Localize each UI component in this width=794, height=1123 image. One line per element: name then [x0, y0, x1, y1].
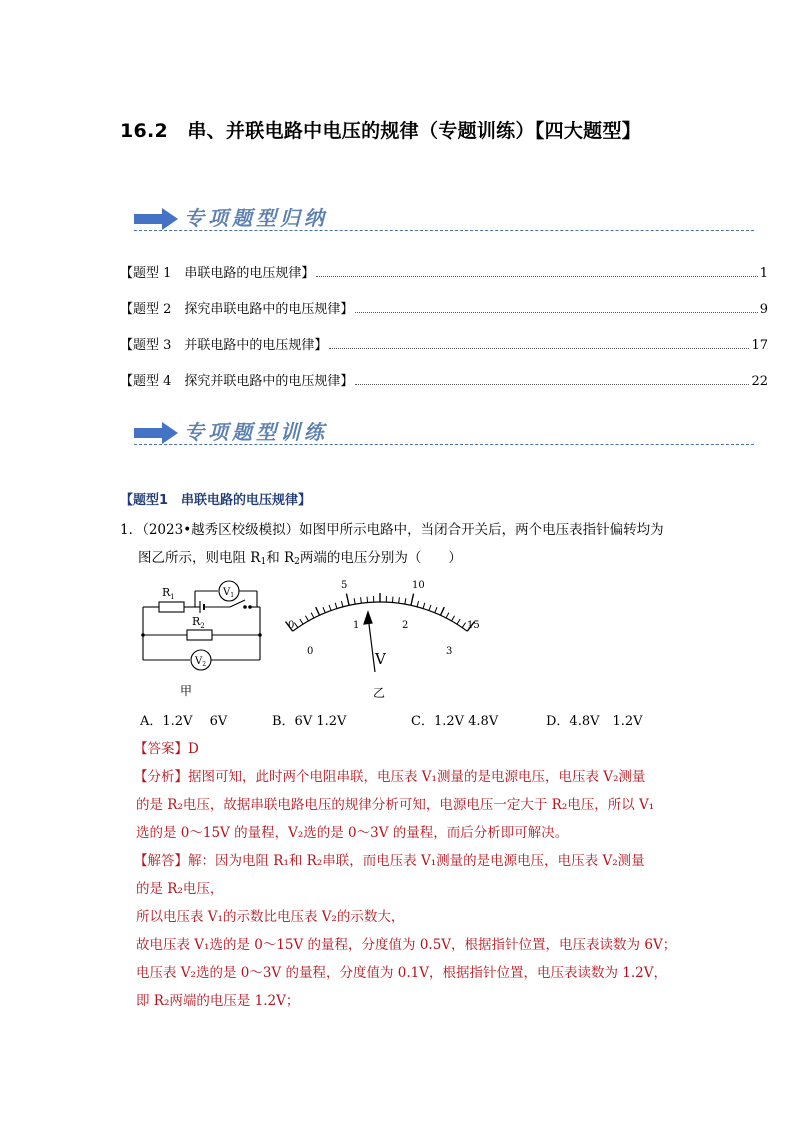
inner-tick-label: 1 — [353, 620, 360, 631]
dial-tick — [405, 598, 406, 604]
dial-tick — [305, 616, 308, 621]
toc-page: 17 — [751, 338, 768, 353]
analysis-line: 选的是 0～15V 的量程，V₂选的是 0～3V 的量程，而后分析即可解决。 — [136, 825, 569, 841]
solution-line: 所以电压表 V₁的示数比电压表 V₂的示数大， — [136, 909, 405, 925]
toc-page: 22 — [751, 374, 768, 389]
outer-tick-label: 10 — [412, 580, 425, 591]
option-c[interactable]: C．1.2V 4.8V — [411, 714, 499, 729]
question-line-2: 图乙所示，则电阻 $R_1$和 $R_2$两端的电压分别为（ ） — [138, 550, 462, 567]
outer-tick-label: 0 — [288, 620, 295, 631]
dial-tick — [361, 597, 362, 603]
divider — [134, 444, 754, 445]
circuit-diagram — [140, 578, 265, 700]
solution-line: 【解答】解：因为电阻 R₁和 R₂串联，而电压表 V₁测量的是电源电压，电压表 V₂测量 — [134, 853, 645, 869]
figure-caption-jia: 甲 — [180, 684, 193, 698]
dial-tick — [441, 607, 445, 615]
solution-line: 即 R₂两端的电压是 1.2V； — [136, 993, 300, 1009]
toc-page: 9 — [759, 302, 768, 317]
v2-label: $V_2$ — [195, 656, 207, 668]
question-type-header: 【题型1 串联电路的电压规律】 — [120, 493, 312, 508]
needle — [368, 616, 375, 672]
inner-tick-label: 2 — [402, 620, 409, 631]
answer-text: 【答案】D — [134, 741, 199, 757]
solution-line: 的是 R₂电压， — [136, 881, 224, 897]
dial-tick — [346, 594, 349, 606]
arrow-right-icon — [134, 208, 178, 230]
toc-page: 1 — [759, 266, 768, 281]
analysis-line: 的是 R₂电压，故据串联电路电压的规律分析可知，电源电压一定大于 R₂电压，所以 V₁ — [136, 797, 655, 813]
dial-tick — [452, 616, 455, 621]
dial-tick — [300, 619, 303, 624]
toc-item[interactable] — [120, 334, 768, 354]
dial-tick — [316, 607, 320, 615]
dial-tick — [335, 603, 337, 609]
solution-line: 电压表 V₂选的是 0～3V 的量程，分度值为 0.1V，根据指针位置，电压表读数为 1.2V， — [136, 965, 667, 981]
toc-label: 【题型 4 探究并联电路中的电压规律】 — [120, 374, 354, 389]
section-heading: 专项题型归纳 — [184, 206, 328, 230]
outer-tick-label: 5 — [341, 580, 348, 591]
outer-tick-label: 15 — [467, 620, 480, 631]
unit-label: V — [375, 650, 386, 668]
option-d[interactable]: D．4.8V 1.2V — [546, 714, 643, 729]
toc-leader — [316, 275, 757, 277]
question-line-1: 1．（2023•越秀区校级模拟）如图甲所示电路中，当闭合开关后，两个电压表指针偏转均为 — [120, 522, 664, 538]
solution-line: 故电压表 V₁选的是 0～15V 的量程，分度值为 0.5V，根据指针位置，电压表读数为 6V； — [136, 937, 677, 953]
r1-label: $R_1$ — [162, 586, 175, 601]
dial-tick — [435, 607, 437, 613]
dial-tick — [329, 605, 331, 611]
dial-tick — [411, 594, 414, 606]
dial-tick — [341, 601, 343, 607]
toc-leader — [329, 347, 749, 349]
dial-tick — [354, 598, 355, 604]
toc-label: 【题型 3 并联电路中的电压规律】 — [120, 338, 328, 353]
voltmeter-dial — [280, 572, 490, 687]
dial-tick — [294, 623, 297, 628]
toc-label: 【题型 1 串联电路的电压规律】 — [120, 266, 315, 281]
dial-tick — [399, 597, 400, 603]
option-a[interactable]: A．1.2V 6V — [140, 714, 228, 729]
dial-tick — [423, 603, 425, 609]
toc-item[interactable] — [120, 262, 768, 282]
section-heading: 专项题型训练 — [184, 420, 328, 444]
dial-tick — [446, 613, 449, 618]
option-b[interactable]: B．6V 1.2V — [272, 714, 347, 729]
toc-item[interactable] — [120, 298, 768, 318]
dial-tick — [429, 605, 431, 611]
page-title: 16.2 串、并联电路中电压的规律（专题训练）【四大题型】 — [120, 120, 642, 142]
dial-tick — [417, 601, 419, 607]
inner-tick-label: 3 — [446, 646, 453, 657]
dial-tick — [462, 623, 465, 628]
dial-tick — [311, 613, 314, 618]
toc-item[interactable] — [120, 370, 768, 390]
inner-tick-label: 0 — [307, 646, 314, 657]
analysis-line: 【分析】据图可知，此时两个电阻串联，电压表 V₁测量的是电源电压，电压表 V₂测量 — [134, 769, 646, 785]
section-header-summary — [134, 202, 754, 238]
arrow-right-icon — [134, 422, 178, 444]
dial-tick — [367, 597, 368, 603]
dial-tick — [392, 597, 393, 603]
r2-label: $R_2$ — [192, 615, 205, 630]
toc-label: 【题型 2 探究串联电路中的电压规律】 — [120, 302, 354, 317]
toc-leader — [355, 383, 749, 385]
dial-tick — [457, 619, 460, 624]
dial-tick — [323, 607, 325, 613]
toc-leader — [355, 311, 757, 313]
section-header-training — [134, 416, 754, 452]
dial-arc — [293, 602, 468, 631]
v1-label: $V_1$ — [223, 587, 235, 599]
figure-caption-yi: 乙 — [373, 686, 386, 700]
divider — [134, 230, 754, 231]
